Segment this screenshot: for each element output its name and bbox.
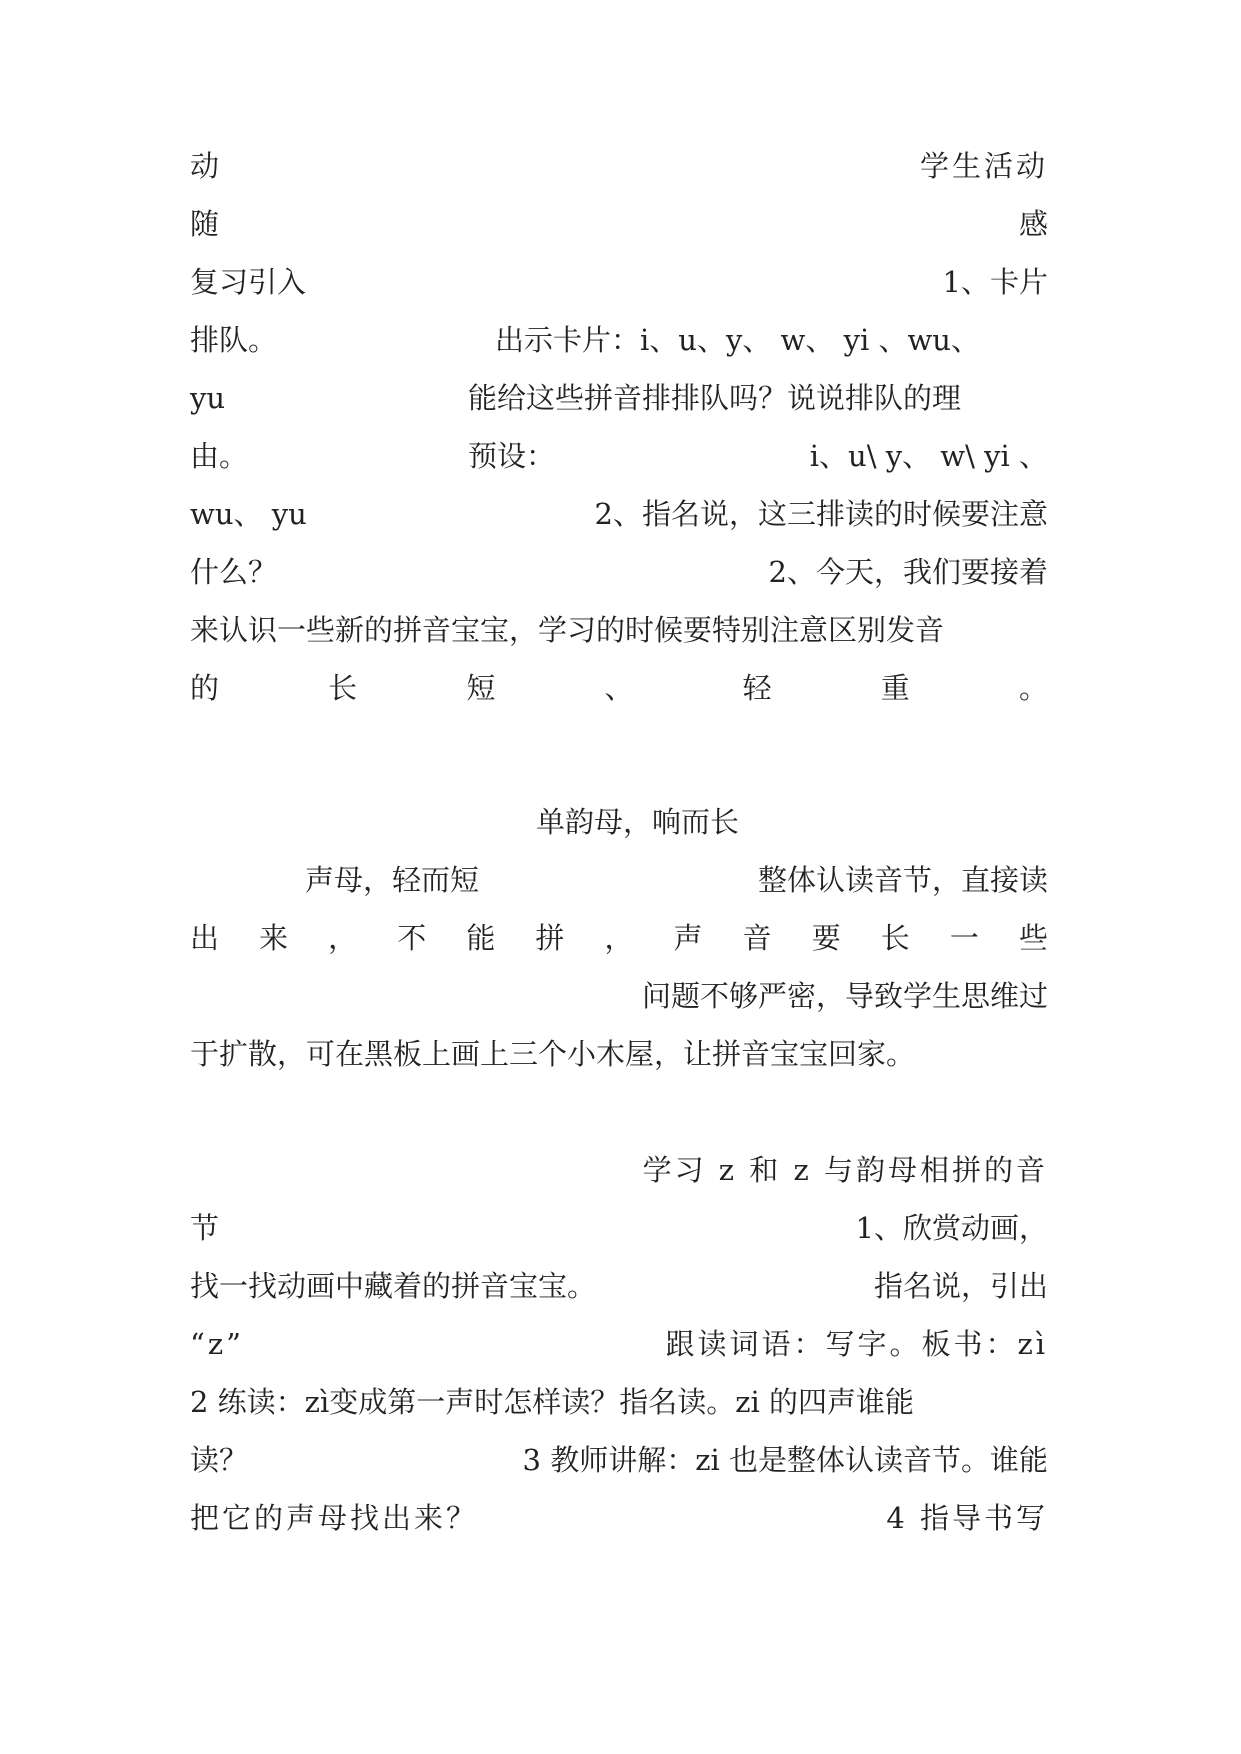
char: 的 [190,671,220,705]
char: 、 [604,671,634,705]
text-segment: yu [190,381,226,415]
char: 音 [742,921,772,955]
line-21 [190,1438,1048,1482]
text-segment: 2、指名说，这三排读的时候要注意 [594,497,1048,531]
text-segment: 3 教师讲解：zi 也是整体认读音节。谁能 [522,1443,1048,1477]
text-segment: 动 [190,149,220,183]
text-segment: 找一找动画中藏着的拼音宝宝。 [190,1269,597,1303]
text-segment: 4 指导书写 [886,1501,1048,1535]
line-12 [190,858,1048,902]
line-11 [190,800,1048,844]
char: 要 [811,921,841,955]
text-segment: 于扩散，可在黑板上画上三个小木屋，让拼音宝宝回家。 [190,1037,916,1071]
char: 能 [466,921,496,955]
line-4 [190,318,1048,362]
char: 。 [1018,671,1048,705]
line-6 [190,434,1048,478]
line-16 [190,1148,1048,1192]
char: ， [328,921,358,955]
text-segment: 学习 z 和 z 与韵母相拼的音 [642,1153,1048,1187]
text-segment: 来认识一些新的拼音宝宝，学习的时候要特别注意区别发音 [190,613,945,647]
char: 一 [949,921,979,955]
text-segment: 声母，轻而短 [305,863,480,897]
char: 些 [1018,921,1048,955]
char: 声 [673,921,703,955]
text-segment: 能给这些拼音排排队吗？说说排队的理 [468,381,962,415]
line-22 [190,1496,1048,1540]
char: 长 [328,671,358,705]
char: 短 [466,671,496,705]
char: 来 [259,921,289,955]
char: ， [604,921,634,955]
line-10 [190,666,1048,710]
char: 拼 [535,921,565,955]
char: 重 [880,671,910,705]
text-segment: 什么？ [190,555,278,589]
text-segment: 1、欣赏动画， [855,1211,1048,1245]
text-segment: 由。 [190,439,249,473]
text-segment: 出示卡片：i、u、y、 w、 yi 、wu、 [495,323,980,357]
line-5 [190,376,1048,420]
text-segment: 复习引入 [190,265,307,299]
text-segment: 2、今天，我们要接着 [768,555,1048,589]
line-20 [190,1380,1048,1424]
line-14 [190,974,1048,1018]
text-segment: 跟读词语：写字。板书：zì [665,1327,1048,1361]
line-15 [190,1032,1048,1076]
text-segment: 把它的声母找出来？ [190,1501,479,1535]
char: 长 [880,921,910,955]
line-1 [190,144,1048,188]
text-segment: 学生活动 [919,149,1048,183]
char: 轻 [742,671,772,705]
text-segment: 指名说，引出 [873,1269,1048,1303]
text-segment: 预设： [468,439,556,473]
line-13 [190,916,1048,960]
line-3 [190,260,1048,304]
line-17 [190,1206,1048,1250]
text-segment: 问题不够严密，导致学生思维过 [641,979,1048,1013]
line-8 [190,550,1048,594]
text-segment: 随 [190,207,220,241]
line-18 [190,1264,1048,1308]
char: 不 [397,921,427,955]
text-segment: 感 [1018,207,1048,241]
text-segment: “z” [190,1327,244,1361]
line-19 [190,1322,1048,1366]
line-7 [190,492,1048,536]
text-segment: 1、卡片 [942,265,1048,299]
text-segment: 读？ [190,1443,249,1477]
line-9 [190,608,1048,652]
text-segment: 2 练读：zì变成第一声时怎样读？指名读。zi 的四声谁能 [190,1385,914,1419]
char: 出 [190,921,220,955]
text-segment: 节 [190,1211,220,1245]
text-segment: 单韵母，响而长 [536,805,740,839]
text-segment: i、u\ y、 w\ yi 、 [809,439,1048,473]
text-segment: 排队。 [190,323,278,357]
text-segment: 整体认读音节，直接读 [757,863,1048,897]
text-segment: wu、 yu [190,497,307,531]
line-2 [190,202,1048,246]
